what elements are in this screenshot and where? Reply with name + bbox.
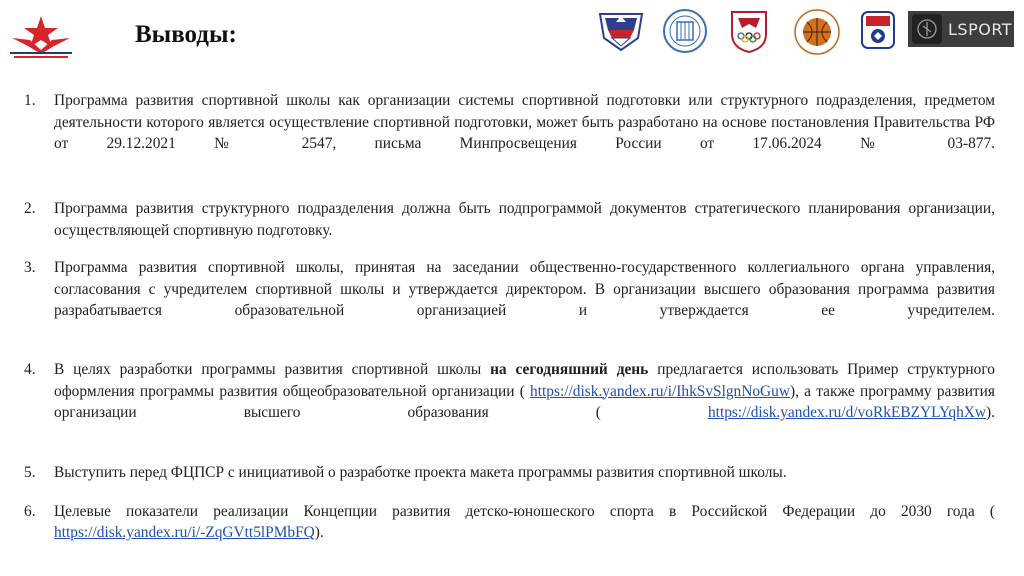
list-item bbox=[24, 462, 995, 484]
list-number: 6. bbox=[24, 502, 36, 520]
list-number: 5. bbox=[24, 464, 36, 481]
list-text: Программа развития спортивной школы как организации системы спортивной подготовки или структурного подразделения, предметом деятельности которого является осуществление спортивной подготовки, может быть разработано на основе постановления Правительства РФ от 29.12.2021 № 2547, письма Минпросвещения России от 17.06.2024 № 03-877. bbox=[54, 92, 995, 152]
lsport-badge-icon bbox=[912, 14, 942, 44]
alyai-basket-emblem-icon bbox=[792, 8, 842, 61]
list-text-part: ). bbox=[986, 404, 995, 421]
list-item bbox=[24, 257, 995, 343]
university-emblem-icon bbox=[662, 8, 708, 59]
lsport-label: LSPORT bbox=[948, 19, 1013, 39]
page-title: Выводы: bbox=[135, 21, 237, 48]
university-program-link[interactable]: https://disk.yandex.ru/d/voRkEBZYLYqhXw bbox=[707, 404, 987, 421]
list-text: Выступить перед ФЦПСР с инициативой о разработке проекта макета программы развития спортивной школы. bbox=[54, 464, 787, 481]
list-text-part: В целях разработки программы развития спортивной школы bbox=[54, 361, 491, 378]
school-program-example-link[interactable]: https://disk.yandex.ru/i/IhkSvSlgnNoGuw bbox=[530, 382, 790, 400]
organization-logo bbox=[8, 14, 74, 60]
list-text-part: ), а также программу развития организации высшего образования ( bbox=[54, 382, 995, 421]
spartakiad-emblem-icon bbox=[596, 8, 646, 57]
list-number: 4. bbox=[24, 361, 36, 378]
partner-logos bbox=[596, 8, 1016, 56]
lsport-logo bbox=[908, 11, 1014, 47]
fccps-emblem-icon bbox=[858, 8, 898, 59]
conclusions-list bbox=[24, 90, 995, 565]
list-text: Программа развития структурного подразделения должна быть подпрограммой документов стратегического планирования организации, осуществляющей спортивную подготовку. bbox=[54, 200, 995, 239]
target-indicators-link[interactable]: https://disk.yandex.ru/i/-ZqGVtt5lPMbFQ bbox=[54, 524, 315, 541]
list-item bbox=[24, 359, 995, 445]
msu-sport-emblem-icon bbox=[726, 8, 772, 59]
list-item bbox=[24, 198, 995, 241]
list-number: 3. bbox=[24, 259, 36, 276]
list-number: 1. bbox=[24, 92, 36, 109]
list-text bbox=[54, 359, 995, 445]
list-item bbox=[24, 90, 995, 176]
list-item bbox=[24, 501, 995, 566]
list-text-part: Целевые показатели реализации Концепции развития детско-юношеского спорта в Российской Федерации до 2030 года ( bbox=[54, 502, 995, 520]
list-text: Программа развития спортивной школы, принятая на заседании общественно-государственного коллегиального органа управления, согласования с учредителем спортивной школы и утверждается директором. В организации высшего образования программа развития разрабатывается образовательной организацией и утверждается ее учредителем. bbox=[54, 259, 995, 319]
list-text bbox=[54, 501, 995, 566]
list-text-part: предлагается использовать Пример структурного оформления программы развития общеобразовательной организации ( bbox=[54, 361, 995, 400]
list-number: 2. bbox=[24, 200, 36, 217]
list-text-part: ). bbox=[314, 524, 324, 541]
emphasis-text: на сегодняшний день bbox=[490, 361, 649, 378]
